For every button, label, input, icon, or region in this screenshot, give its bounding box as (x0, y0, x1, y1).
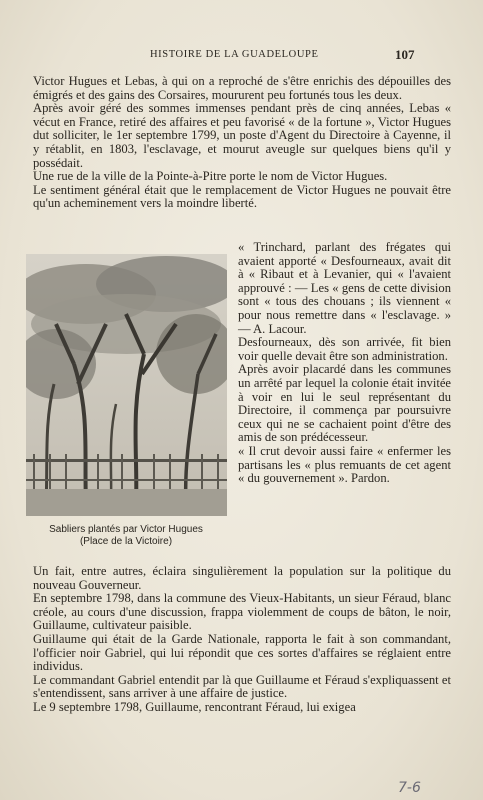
paragraph: Desfourneaux, dès son arrivée, fit bien voir quelle devait être son administration. (238, 335, 451, 363)
paragraph: Après avoir géré des sommes immenses pendant près de cinq années, Lebas « vécut en France, retiré des affaires et peu favorisé « de la fortune », Victor Hugues dut solliciter, le 1er septembre 1799, un poste d'Agent du Directoire à Cayenne, il y rétablit, en 1803, l'esclavage, et mourut aveugle sur quelques biens qu'il y possédait. (33, 101, 451, 170)
trees-photograph (26, 254, 227, 516)
paragraph: Guillaume qui était de la Garde Nationale, rapporta le fait à son commandant, l'officier noir Gabriel, qui lui répondit que ces sortes d'affaires se réglaient entre individus. (33, 631, 451, 674)
figure-caption (20, 524, 232, 548)
photo-image (26, 254, 227, 516)
text-column-right (238, 241, 451, 486)
text-block-bottom (33, 565, 451, 715)
paragraph: « Trinchard, parlant des frégates qui avaient apporté « Desfourneaux, avait dit à « Ribaut et à Levanier, qui « l'avaient approuvé : — Les « gens de cette division sont « tous des chouans ; ils viennent « pour nous remettre dans « l'esclavage. » — A. Lacour. (238, 240, 451, 336)
handwritten-annotation: 7-6 (398, 780, 421, 796)
paragraph: En septembre 1798, dans la commune des Vieux-Habitants, un sieur Féraud, blanc créole, au cours d'une discussion, frappa violemment de coups de bâton, le noir, Guillaume, cultivateur paisible. (33, 591, 451, 633)
paragraph: Le commandant Gabriel entendit par là que Guillaume et Féraud s'expliquassent et s'entendissent, sans arriver à une affaire de justice. (33, 672, 451, 701)
paragraph: Après avoir placardé dans les communes un arrêté par lequel la colonie était invitée à voir en lui le seul représentant du Directoire, il commença par poursuivre ceux qui ne se cachaient point d'être des amis de son prédécesseur. (238, 362, 451, 445)
paragraph: Le 9 septembre 1798, Guillaume, rencontrant Féraud, lui exigea (33, 699, 356, 714)
page-number: 107 (395, 47, 415, 62)
paragraph: Un fait, entre autres, éclaira singulièrement la population sur la politique du nouveau Gouverneur. (33, 564, 451, 592)
caption-line: Sabliers plantés par Victor Hugues (49, 524, 203, 535)
caption-line: (Place de la Victoire) (79, 536, 173, 547)
running-title: HISTOIRE DE LA GUADELOUPE (150, 49, 319, 60)
text-block-top (33, 75, 451, 211)
paragraph: Victor Hugues et Lebas, à qui on a reproché de s'être enrichis des dépouilles des émigrés et des gains des Corsaires, moururent peu fortunés tous les deux. (33, 74, 451, 102)
paragraph: Une rue de la ville de la Pointe-à-Pitre porte le nom de Victor Hugues. (33, 169, 388, 184)
paragraph: Le sentiment général était que le remplacement de Victor Hugues ne pouvait être qu'un acheminement vers la moindre liberté. (33, 182, 451, 211)
paragraph: « Il crut devoir aussi faire « enfermer les partisans les « plus remuants de cet agent « du gouvernement ». Pardon. (238, 443, 451, 486)
page-header (0, 47, 483, 63)
